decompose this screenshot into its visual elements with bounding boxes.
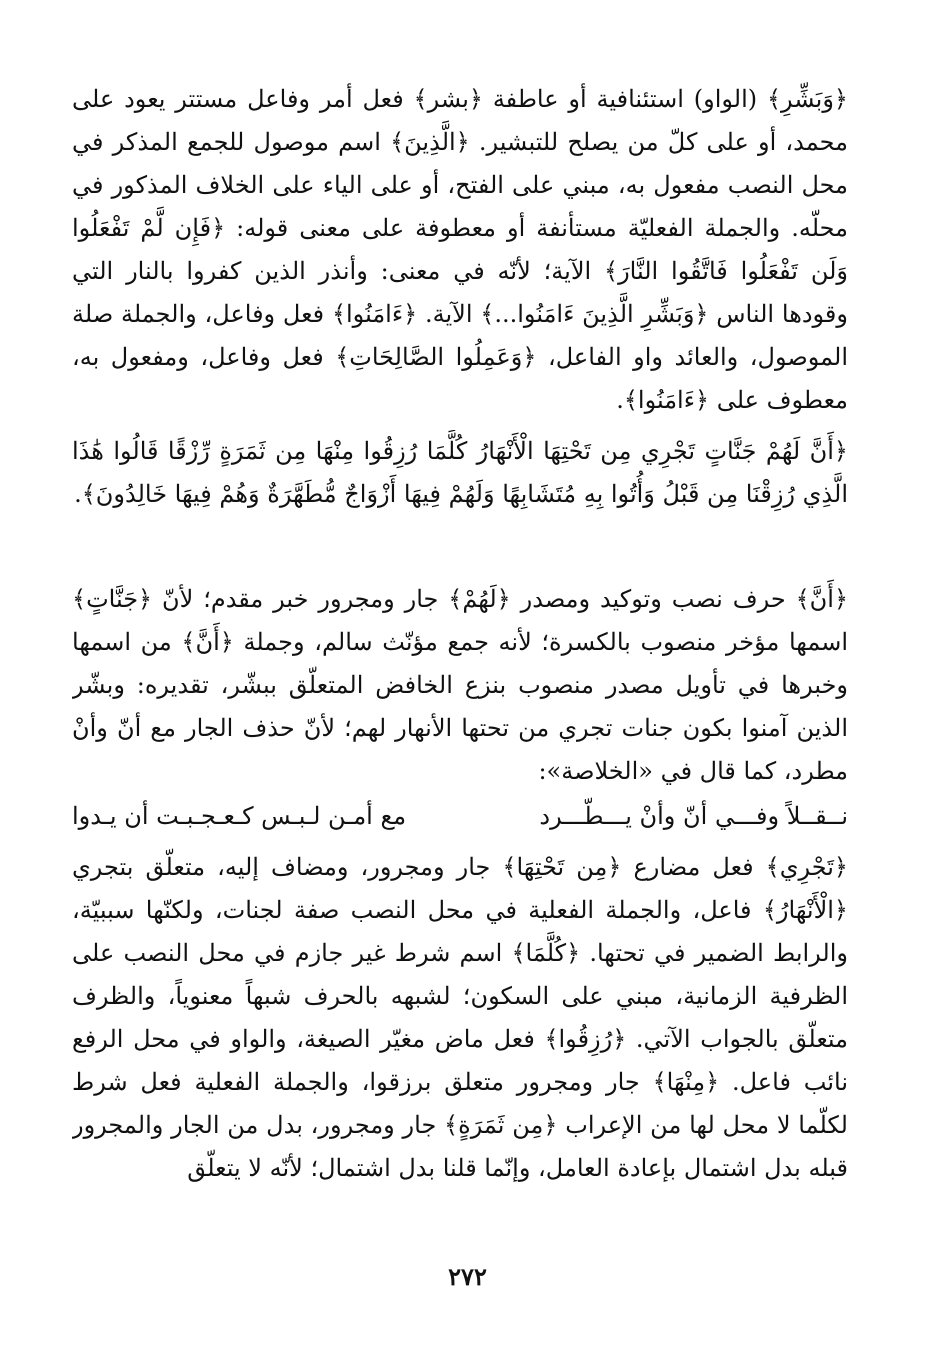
- quran-verse: ﴿أَنَّ لَهُمْ جَنَّاتٍ تَجْرِي مِن تَحْتِهَا الْأَنْهَارُ كُلَّمَا رُزِقُوا مِنْهَا مِن ثَمَرَةٍ رِّزْقًا قَالُوا هَٰذَا الَّذِي رُزِقْنَا مِن قَبْلُ وَأُتُوا بِهِ مُتَشَابِهًا وَلَهُمْ فِيهَا أَزْوَاجٌ مُّطَهَّرَةٌ وَهُمْ فِيهَا خَالِدُونَ﴾.: [72, 437, 848, 508]
- paragraph-irab-tajri: ﴿تَجْرِي﴾ فعل مضارع ﴿مِن تَحْتِهَا﴾ جار ومجرور، ومضاف إليه، متعلّق بتجري ﴿الْأَنْهَارُ﴾ فاعل، والجملة الفعلية في محل النصب صفة لجنات، ولكنّها سببيّة، والرابط الضمير في تحتها. ﴿كُلَّمَا﴾ اسم شرط غير جازم في محل النصب على الظرفية الزمانية، مبني على السكون؛ لشبهه بالحرف شبهاً معنوياً، والظرف متعلّق بالجواب الآتي. ﴿رُزِقُوا﴾ فعل ماض مغيّر الصيغة، والواو في محل الرفع نائب فاعل. ﴿مِنْهَا﴾ جار ومجرور متعلق برزقوا، والجملة الفعلية فعل شرط لكلّما لا محل لها من الإعراب ﴿مِن ثَمَرَةٍ﴾ جار ومجرور، بدل من الجار والمجرور قبله بدل اشتمال بإعادة العامل، وإنّما قلنا بدل اشتمال؛ لأنّه لا يتعلّق: [72, 853, 848, 1182]
- page-number: ٢٧٢: [448, 1262, 487, 1291]
- poem-line: [72, 795, 848, 838]
- poem-hemistich-first: نــقــلاً وفـــي أنّ وأنْ يـــطّـــرد: [539, 802, 848, 830]
- page-body: [72, 78, 848, 1190]
- paragraph-irab-anna: ﴿أَنَّ﴾ حرف نصب وتوكيد ومصدر ﴿لَهُمْ﴾ جار ومجرور خبر مقدم؛ لأنّ ﴿جَنَّاتٍ﴾ اسمها مؤخر منصوب بالكسرة؛ لأنه جمع مؤنّث سالم، وجملة ﴿أَنَّ﴾ من اسمها وخبرها في تأويل مصدر منصوب بنزع الخافض المتعلّق ببشّر، تقديره: وبشّر الذين آمنوا بكون جنات تجري من تحتها الأنهار لهم؛ لأنّ حذف الجار مع أنّ وأنْ مطرد، كما قال في «الخلاصة»:: [72, 585, 848, 785]
- paragraph-irab-wabashshir: ﴿وَبَشِّرِ﴾ (الواو) استئنافية أو عاطفة ﴿بشر﴾ فعل أمر وفاعل مستتر يعود على محمد، أو على كلّ من يصلح للتبشير. ﴿الَّذِينَ﴾ اسم موصول للجمع المذكر في محل النصب مفعول به، مبني على الفتح، أو على الياء على الخلاف المذكور في محلّه. والجملة الفعليّة مستأنفة أو معطوفة على معنى قوله: ﴿فَإِن لَّمْ تَفْعَلُوا وَلَن تَفْعَلُوا فَاتَّقُوا النَّارَ﴾ الآية؛ لأنّه في معنى: وأنذر الذين كفروا بالنار التي وقودها الناس ﴿وَبَشِّرِ الَّذِينَ ءَامَنُوا...﴾ الآية. ﴿ءَامَنُوا﴾ فعل وفاعل، والجملة صلة الموصول، والعائد واو الفاعل، ﴿وَعَمِلُوا الصَّالِحَاتِ﴾ فعل وفاعل، ومفعول به، معطوف على ﴿ءَامَنُوا﴾.: [72, 85, 848, 414]
- poem-hemistich-second: مع أمـن لـبـس كـعـجـبـت أن يـدوا: [72, 802, 407, 830]
